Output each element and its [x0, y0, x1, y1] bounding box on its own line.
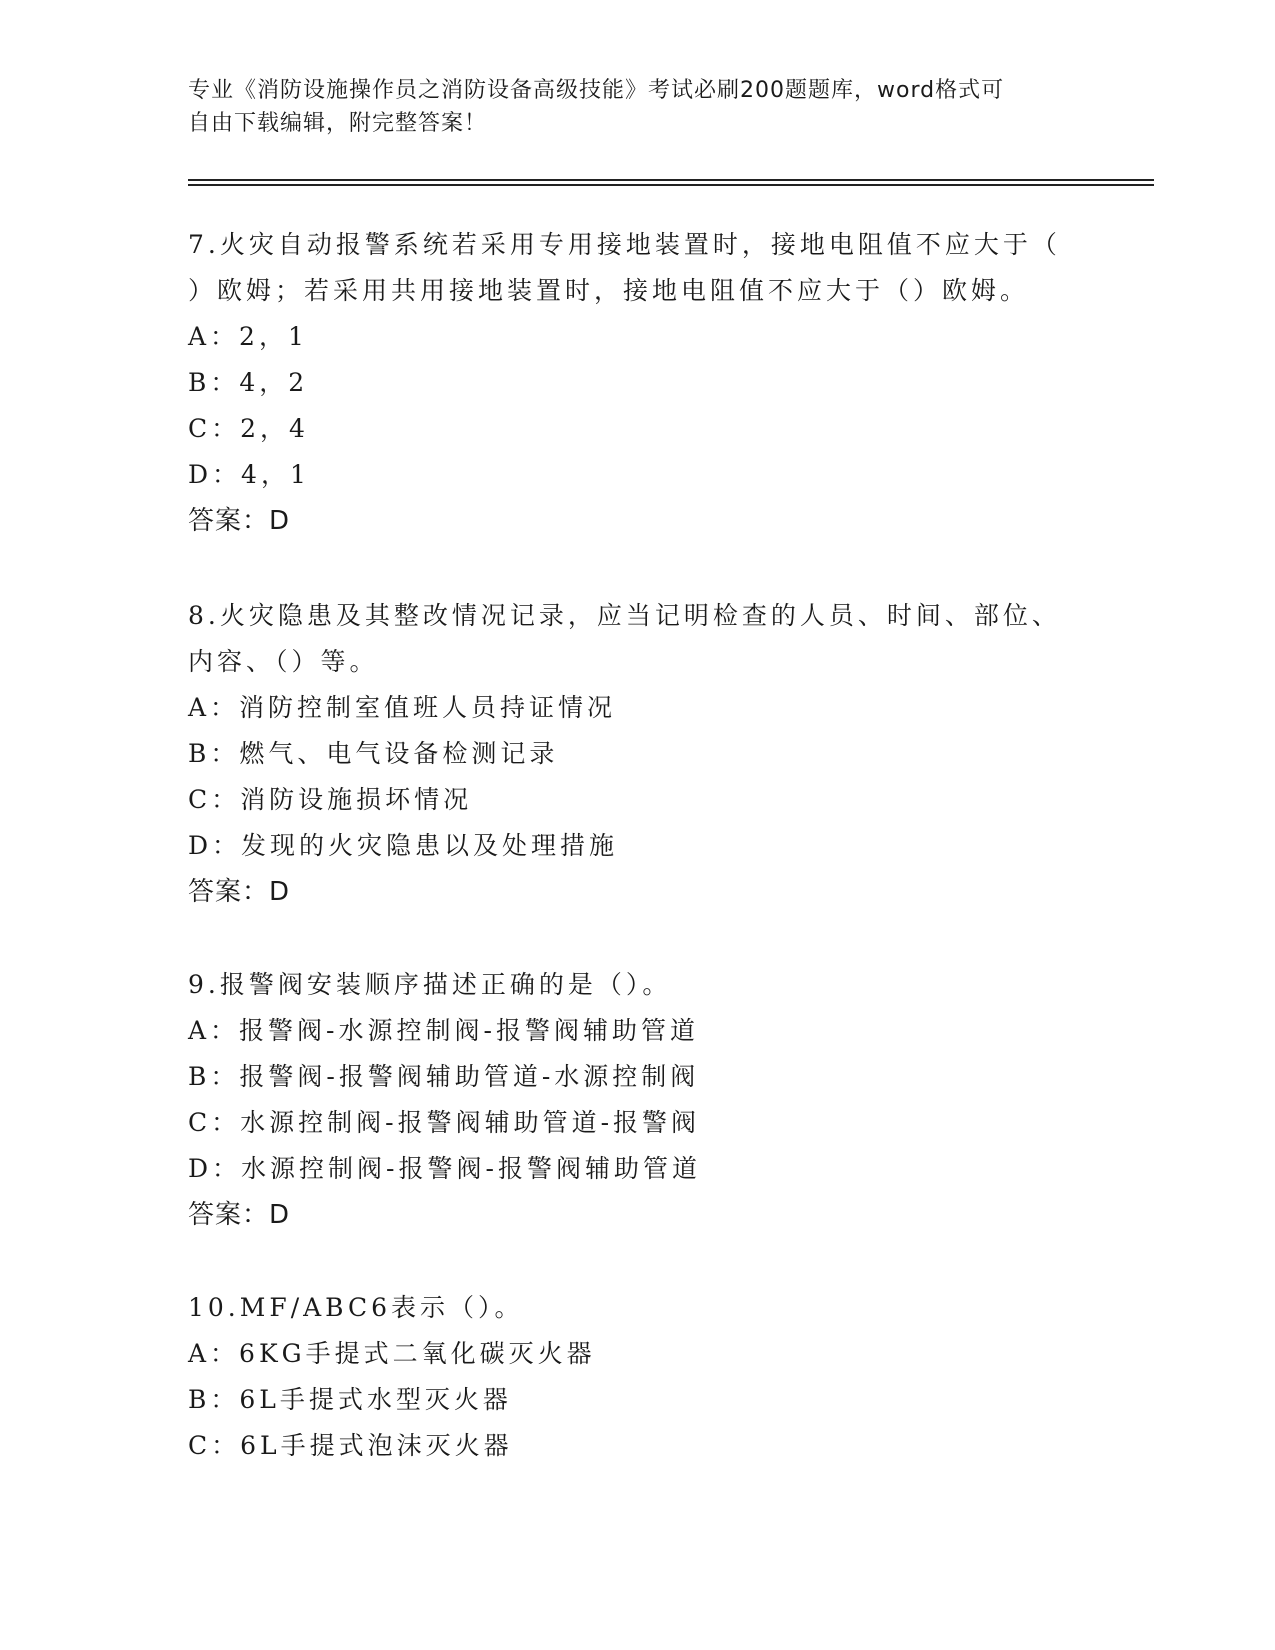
answer-line: 答案：D: [188, 1200, 291, 1230]
question-7: [188, 222, 1088, 544]
option-a: A：2，1: [188, 322, 308, 351]
question-stem-line: ）欧姆；若采用共用接地装置时，接地电阻值不应大于（）欧姆。: [188, 276, 1030, 305]
option-d: D：水源控制阀-报警阀-报警阀辅助管道: [188, 1154, 701, 1183]
question-stem-line: 7.火灾自动报警系统若采用专用接地装置时，接地电阻值不应大于（: [188, 230, 1061, 259]
option-c: C：水源控制阀-报警阀辅助管道-报警阀: [188, 1108, 701, 1137]
option-b: B：4，2: [188, 368, 309, 397]
option-c: C：消防设施损坏情况: [188, 785, 473, 814]
header-divider-top: [188, 179, 1154, 181]
question-8: [188, 593, 1088, 915]
option-a: A：消防控制室值班人员持证情况: [188, 693, 617, 722]
answer-line: 答案：D: [188, 877, 291, 907]
option-d: D：发现的火灾隐患以及处理措施: [188, 831, 619, 860]
header-line-2: 自由下载编辑，附完整答案！: [188, 111, 488, 136]
option-d: D：4，1: [188, 460, 310, 489]
header-divider-bottom: [188, 184, 1154, 186]
header-line-1: 专业《消防设施操作员之消防设备高级技能》考试必刷200题题库，word格式可: [188, 78, 1005, 103]
question-10: [188, 1285, 1088, 1469]
document-header: [188, 74, 1088, 140]
question-stem-line: 内容、（）等。: [188, 647, 379, 676]
question-stem-line: 9.报警阀安装顺序描述正确的是（）。: [188, 970, 672, 999]
option-a: A：报警阀-水源控制阀-报警阀辅助管道: [188, 1016, 699, 1045]
option-b: B：报警阀-报警阀辅助管道-水源控制阀: [188, 1062, 700, 1091]
option-c: C：2，4: [188, 414, 309, 443]
option-c: C：6L手提式泡沫灭火器: [188, 1431, 513, 1460]
answer-line: 答案：D: [188, 506, 291, 536]
option-b: B：6L手提式水型灭火器: [188, 1385, 512, 1414]
question-9: [188, 962, 1088, 1238]
question-stem-line: 10.MF/ABC6表示（）。: [188, 1293, 524, 1322]
option-a: A：6KG手提式二氧化碳灭火器: [188, 1339, 596, 1368]
option-b: B：燃气、电气设备检测记录: [188, 739, 559, 768]
question-stem-line: 8.火灾隐患及其整改情况记录，应当记明检查的人员、时间、部位、: [188, 601, 1061, 630]
